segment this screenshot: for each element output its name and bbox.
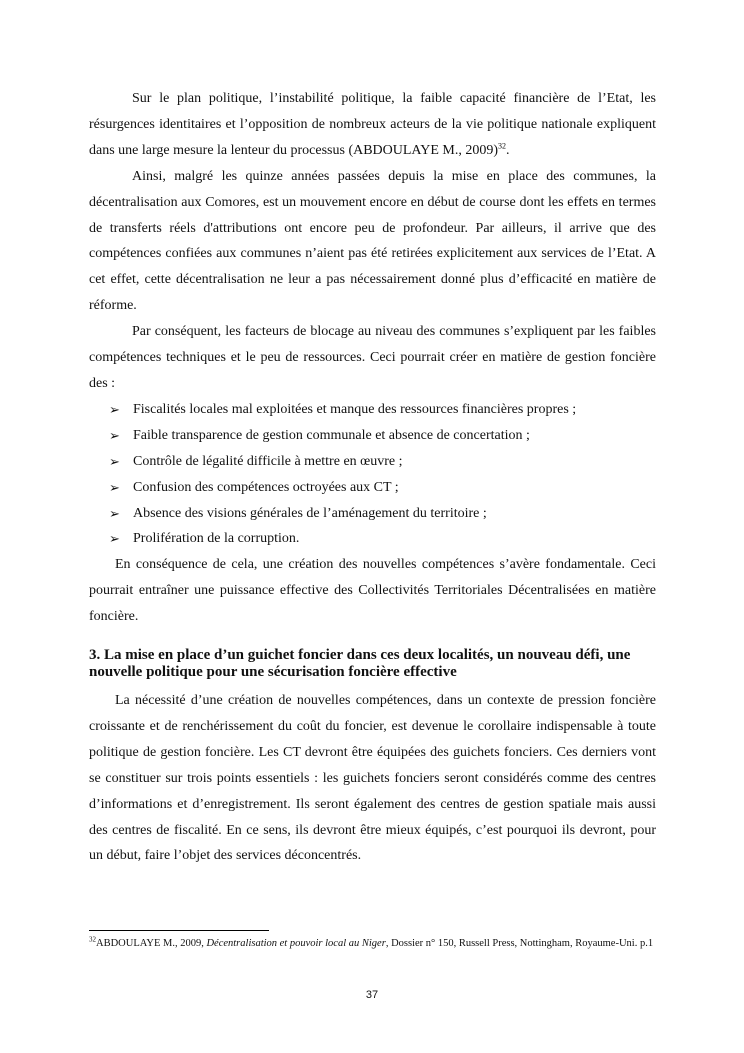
arrow-bullet-icon: ➢ xyxy=(109,531,120,547)
list-item: ➢ Contrôle de légalité difficile à mettre en œuvre ; xyxy=(109,449,656,475)
list-item: ➢ Absence des visions générales de l’aménagement du territoire ; xyxy=(109,501,656,527)
paragraph-blocking-factors: Par conséquent, les facteurs de blocage au niveau des communes s’expliquent par les faibles compétences techniques et le peu de ressources. Ceci pourrait créer en matière de gestion foncière des : xyxy=(89,324,656,391)
paragraph-decentralisation: Ainsi, malgré les quinze années passées depuis la mise en place des communes, la décentralisation aux Comores, est un mouvement encore en début de course dont les effets en termes de transferts réels d'attributions ont encore peu de profondeur. Par ailleurs, il arrive que des compétences confiées aux communes n’aient pas été retirées explicitement aux services de l’Etat. A cet effet, cette décentralisation ne leur a pas nécessairement donné plus d’efficacité en matière de réforme. xyxy=(89,168,656,314)
list-item: ➢ Prolifération de la corruption. xyxy=(109,526,656,552)
section-heading: 3. La mise en place d’un guichet foncier dans ces deux localités, un nouveau défi, une nouvelle politique pour une sécurisation foncière effective xyxy=(89,647,631,680)
arrow-bullet-icon: ➢ xyxy=(109,453,120,469)
arrow-bullet-icon: ➢ xyxy=(109,401,120,417)
footnote-title: Décentralisation et pouvoir local au Niger xyxy=(206,938,386,949)
bullet-list xyxy=(89,397,656,552)
body-text-lower xyxy=(89,688,656,869)
footnote: $^{32}$ABDOULAYE M., 2009, Décentralisation et pouvoir local au Niger, Dossier n° 150, Russell Press, Nottingham, Royaume-Uni. p.1 xyxy=(89,935,654,949)
list-item: ➢ Faible transparence de gestion communale et absence de concertation ; xyxy=(109,423,656,449)
arrow-bullet-icon: ➢ xyxy=(109,479,120,495)
paragraph-consequence: En conséquence de cela, une création des nouvelles compétences s’avère fondamentale. Ceci pourrait entraîner une puissance effective des Collectivités Territoriales Décentralisées en matière foncière. xyxy=(89,557,656,625)
footnote-number: 32 xyxy=(89,935,96,944)
arrow-bullet-icon: ➢ xyxy=(109,427,120,443)
paragraph-guichet-foncier: La nécessité d’une création de nouvelles compétences, dans un contexte de pression foncière croissante et de renchérissement du coût du foncier, est devenue le corollaire indispensable à toute politique de gestion foncière. Les CT devront être équipées des guichets fonciers. Ces derniers vont se constituer sur trois points essentiels : les guichets fonciers seront considérés comme des centres d’informations et d’enregistrement. Ils seront également des centres de gestion spatiale mais aussi des centres de fiscalité. En ce sens, ils devront être mieux équipés, c’est pourquoi ils devront, pour un début, faire l’objet des services déconcentrés. xyxy=(89,693,656,864)
footnote-ref[interactable]: 32 xyxy=(498,141,507,151)
footnote-separator xyxy=(89,930,269,931)
list-item: ➢ Fiscalités locales mal exploitées et manque des ressources financières propres ; xyxy=(109,397,656,423)
body-text-upper xyxy=(89,86,656,630)
list-item: ➢ Confusion des compétences octroyées aux CT ; xyxy=(109,475,656,501)
paragraph-political-context: Sur le plan politique, l’instabilité politique, la faible capacité financière de l’Etat, les résurgences identitaires et l’opposition de nombreux acteurs de la vie politique nationale expliquent dans une large mesure la lenteur du processus (ABDOULAYE M., 2009)$^{32}$. xyxy=(89,91,656,158)
page-number: 37 xyxy=(365,989,379,1001)
arrow-bullet-icon: ➢ xyxy=(109,505,120,521)
